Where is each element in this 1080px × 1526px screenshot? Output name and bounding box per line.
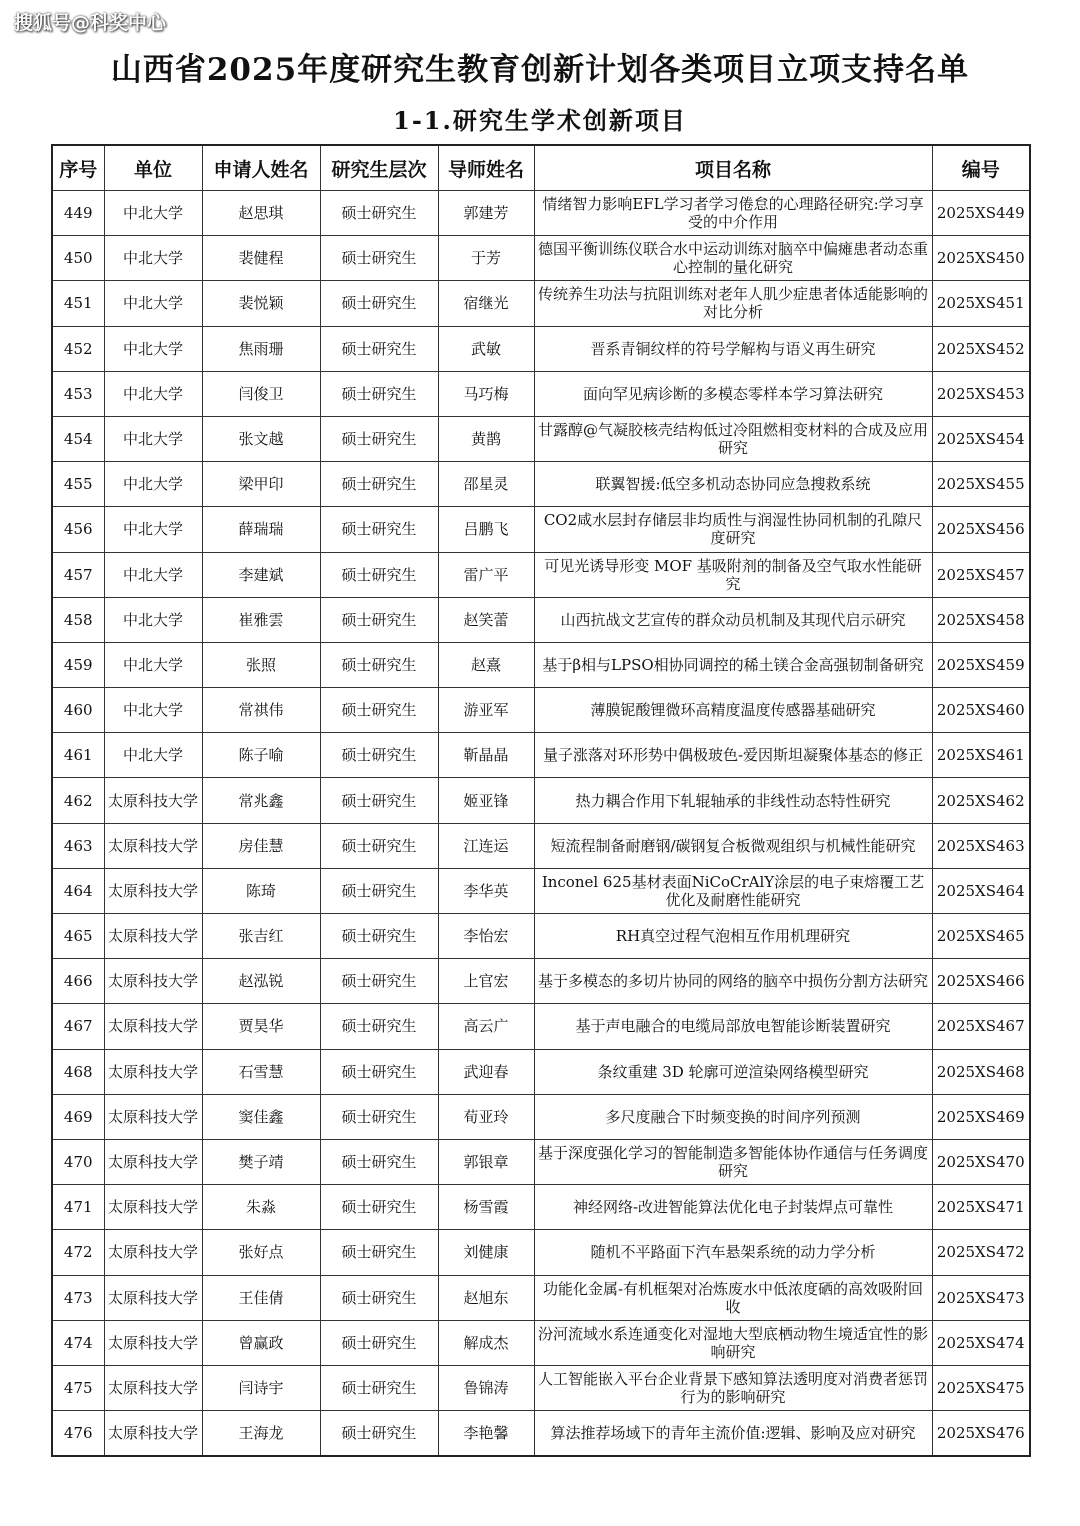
cell-code: 2025XS466 — [932, 959, 1030, 1004]
cell-index: 452 — [52, 326, 104, 371]
cell-index: 465 — [52, 914, 104, 959]
cell-index: 453 — [52, 371, 104, 416]
cell-project: 热力耦合作用下轧辊轴承的非线性动态特性研究 — [534, 778, 932, 823]
cell-project: 情绪智力影响EFL学习者学习倦怠的心理路径研究:学习享受的中介作用 — [534, 191, 932, 236]
cell-level: 硕士研究生 — [320, 733, 438, 778]
cell-applicant: 王佳倩 — [202, 1275, 320, 1320]
cell-level: 硕士研究生 — [320, 1004, 438, 1049]
cell-advisor: 荀亚玲 — [438, 1094, 534, 1139]
cell-unit: 中北大学 — [104, 642, 202, 687]
cell-level: 硕士研究生 — [320, 507, 438, 552]
cell-advisor: 姬亚锋 — [438, 778, 534, 823]
cell-project: 算法推荐场域下的青年主流价值:逻辑、影响及应对研究 — [534, 1411, 932, 1457]
cell-project: 晋系青铜纹样的符号学解构与语义再生研究 — [534, 326, 932, 371]
cell-level: 硕士研究生 — [320, 552, 438, 597]
cell-level: 硕士研究生 — [320, 868, 438, 913]
cell-project: Inconel 625基材表面NiCoCrAlY涂层的电子束熔覆工艺优化及耐磨性能研究 — [534, 868, 932, 913]
cell-advisor: 上官宏 — [438, 959, 534, 1004]
cell-index: 471 — [52, 1185, 104, 1230]
cell-project: 薄膜铌酸锂微环高精度温度传感器基础研究 — [534, 688, 932, 733]
cell-index: 474 — [52, 1320, 104, 1365]
cell-level: 硕士研究生 — [320, 959, 438, 1004]
cell-project: 面向罕见病诊断的多模态零样本学习算法研究 — [534, 371, 932, 416]
cell-index: 450 — [52, 236, 104, 281]
table-row — [52, 733, 1030, 778]
cell-advisor: 靳晶晶 — [438, 733, 534, 778]
cell-level: 硕士研究生 — [320, 1139, 438, 1184]
cell-project: 短流程制备耐磨钢/碳钢复合板微观组织与机械性能研究 — [534, 823, 932, 868]
cell-applicant: 张好点 — [202, 1230, 320, 1275]
cell-project: 基于深度强化学习的智能制造多智能体协作通信与任务调度研究 — [534, 1139, 932, 1184]
cell-applicant: 陈琦 — [202, 868, 320, 913]
cell-applicant: 陈子喻 — [202, 733, 320, 778]
cell-code: 2025XS471 — [932, 1185, 1030, 1230]
cell-advisor: 雷广平 — [438, 552, 534, 597]
table-row — [52, 371, 1030, 416]
cell-advisor: 李怡宏 — [438, 914, 534, 959]
header-advisor: 导师姓名 — [438, 145, 534, 191]
table-row — [52, 1049, 1030, 1094]
cell-code: 2025XS469 — [932, 1094, 1030, 1139]
cell-unit: 中北大学 — [104, 462, 202, 507]
header-applicant: 申请人姓名 — [202, 145, 320, 191]
cell-code: 2025XS455 — [932, 462, 1030, 507]
cell-code: 2025XS456 — [932, 507, 1030, 552]
table-row — [52, 191, 1030, 236]
cell-index: 458 — [52, 597, 104, 642]
cell-code: 2025XS474 — [932, 1320, 1030, 1365]
cell-code: 2025XS470 — [932, 1139, 1030, 1184]
cell-code: 2025XS457 — [932, 552, 1030, 597]
cell-unit: 中北大学 — [104, 552, 202, 597]
cell-unit: 中北大学 — [104, 236, 202, 281]
cell-applicant: 张吉红 — [202, 914, 320, 959]
cell-index: 468 — [52, 1049, 104, 1094]
cell-applicant: 崔雅雲 — [202, 597, 320, 642]
cell-level: 硕士研究生 — [320, 1230, 438, 1275]
page-title: 山西省2025年度研究生教育创新计划各类项目立项支持名单 — [110, 52, 970, 88]
cell-project: 德国平衡训练仪联合水中运动训练对脑卒中偏瘫患者动态重心控制的量化研究 — [534, 236, 932, 281]
table-row — [52, 236, 1030, 281]
header-index: 序号 — [52, 145, 104, 191]
cell-index: 457 — [52, 552, 104, 597]
cell-advisor: 赵笑蕾 — [438, 597, 534, 642]
cell-index: 460 — [52, 688, 104, 733]
cell-advisor: 江连运 — [438, 823, 534, 868]
cell-unit: 太原科技大学 — [104, 1320, 202, 1365]
cell-project: 联翼智援:低空多机动态协同应急搜救系统 — [534, 462, 932, 507]
cell-code: 2025XS462 — [932, 778, 1030, 823]
cell-index: 459 — [52, 642, 104, 687]
cell-project: 量子涨落对环形势中偶极玻色-爱因斯坦凝聚体基态的修正 — [534, 733, 932, 778]
table-row — [52, 642, 1030, 687]
cell-project: 甘露醇@气凝胶核壳结构低过冷阻燃相变材料的合成及应用研究 — [534, 416, 932, 461]
cell-code: 2025XS452 — [932, 326, 1030, 371]
cell-applicant: 闫俊卫 — [202, 371, 320, 416]
cell-advisor: 宿继光 — [438, 281, 534, 326]
cell-advisor: 于芳 — [438, 236, 534, 281]
cell-level: 硕士研究生 — [320, 191, 438, 236]
cell-project: 神经网络-改进智能算法优化电子封装焊点可靠性 — [534, 1185, 932, 1230]
cell-level: 硕士研究生 — [320, 597, 438, 642]
cell-applicant: 常祺伟 — [202, 688, 320, 733]
cell-project: 基于多模态的多切片协同的网络的脑卒中损伤分割方法研究 — [534, 959, 932, 1004]
table-row — [52, 959, 1030, 1004]
table-row — [52, 597, 1030, 642]
cell-unit: 太原科技大学 — [104, 1275, 202, 1320]
cell-code: 2025XS463 — [932, 823, 1030, 868]
cell-index: 451 — [52, 281, 104, 326]
cell-applicant: 房佳慧 — [202, 823, 320, 868]
cell-code: 2025XS459 — [932, 642, 1030, 687]
cell-applicant: 贾昊华 — [202, 1004, 320, 1049]
cell-level: 硕士研究生 — [320, 1049, 438, 1094]
cell-applicant: 窦佳鑫 — [202, 1094, 320, 1139]
cell-code: 2025XS458 — [932, 597, 1030, 642]
cell-project: 传统养生功法与抗阻训练对老年人肌少症患者体适能影响的对比分析 — [534, 281, 932, 326]
cell-index: 461 — [52, 733, 104, 778]
cell-unit: 中北大学 — [104, 507, 202, 552]
cell-index: 473 — [52, 1275, 104, 1320]
cell-unit: 中北大学 — [104, 326, 202, 371]
cell-unit: 太原科技大学 — [104, 1004, 202, 1049]
table-row — [52, 326, 1030, 371]
cell-advisor: 武敏 — [438, 326, 534, 371]
table-row — [52, 1275, 1030, 1320]
cell-applicant: 张文越 — [202, 416, 320, 461]
cell-advisor: 赵旭东 — [438, 1275, 534, 1320]
cell-index: 464 — [52, 868, 104, 913]
header-level: 研究生层次 — [320, 145, 438, 191]
table-body — [52, 191, 1030, 1457]
cell-index: 475 — [52, 1365, 104, 1410]
cell-code: 2025XS450 — [932, 236, 1030, 281]
header-unit: 单位 — [104, 145, 202, 191]
cell-index: 454 — [52, 416, 104, 461]
table-row — [52, 281, 1030, 326]
cell-applicant: 赵泓锐 — [202, 959, 320, 1004]
cell-level: 硕士研究生 — [320, 688, 438, 733]
cell-project: RH真空过程气泡相互作用机理研究 — [534, 914, 932, 959]
cell-level: 硕士研究生 — [320, 1365, 438, 1410]
table-row — [52, 1094, 1030, 1139]
cell-level: 硕士研究生 — [320, 236, 438, 281]
cell-applicant: 常兆鑫 — [202, 778, 320, 823]
cell-advisor: 高云广 — [438, 1004, 534, 1049]
cell-applicant: 裴悦颖 — [202, 281, 320, 326]
table-row — [52, 1320, 1030, 1365]
cell-unit: 太原科技大学 — [104, 959, 202, 1004]
cell-level: 硕士研究生 — [320, 371, 438, 416]
cell-project: 随机不平路面下汽车悬架系统的动力学分析 — [534, 1230, 932, 1275]
table-row — [52, 688, 1030, 733]
cell-unit: 太原科技大学 — [104, 868, 202, 913]
cell-index: 449 — [52, 191, 104, 236]
cell-project: 功能化金属-有机框架对冶炼废水中低浓度硒的高效吸附回收 — [534, 1275, 932, 1320]
cell-level: 硕士研究生 — [320, 462, 438, 507]
cell-unit: 太原科技大学 — [104, 1185, 202, 1230]
cell-project: 人工智能嵌入平台企业背景下感知算法透明度对消费者惩罚行为的影响研究 — [534, 1365, 932, 1410]
cell-unit: 中北大学 — [104, 191, 202, 236]
cell-level: 硕士研究生 — [320, 914, 438, 959]
cell-level: 硕士研究生 — [320, 823, 438, 868]
cell-index: 470 — [52, 1139, 104, 1184]
page-subtitle: 1-1.研究生学术创新项目 — [393, 106, 687, 135]
cell-level: 硕士研究生 — [320, 416, 438, 461]
table-row — [52, 552, 1030, 597]
cell-unit: 太原科技大学 — [104, 1411, 202, 1457]
cell-code: 2025XS467 — [932, 1004, 1030, 1049]
cell-code: 2025XS472 — [932, 1230, 1030, 1275]
cell-code: 2025XS476 — [932, 1411, 1030, 1457]
table-row — [52, 823, 1030, 868]
cell-applicant: 焦雨珊 — [202, 326, 320, 371]
cell-index: 466 — [52, 959, 104, 1004]
cell-advisor: 马巧梅 — [438, 371, 534, 416]
cell-index: 476 — [52, 1411, 104, 1457]
table-row — [52, 914, 1030, 959]
cell-project: 基于β相与LPSO相协同调控的稀土镁合金高强韧制备研究 — [534, 642, 932, 687]
cell-applicant: 薛瑞瑞 — [202, 507, 320, 552]
cell-level: 硕士研究生 — [320, 778, 438, 823]
cell-level: 硕士研究生 — [320, 1185, 438, 1230]
cell-applicant: 石雪慧 — [202, 1049, 320, 1094]
cell-code: 2025XS453 — [932, 371, 1030, 416]
cell-project: 条纹重建 3D 轮廓可逆渲染网络模型研究 — [534, 1049, 932, 1094]
table-row — [52, 868, 1030, 913]
table-row — [52, 1185, 1030, 1230]
cell-advisor: 武迎春 — [438, 1049, 534, 1094]
cell-index: 456 — [52, 507, 104, 552]
cell-applicant: 梁甲印 — [202, 462, 320, 507]
table-row — [52, 416, 1030, 461]
cell-advisor: 刘健康 — [438, 1230, 534, 1275]
table-row — [52, 1230, 1030, 1275]
cell-index: 463 — [52, 823, 104, 868]
cell-code: 2025XS473 — [932, 1275, 1030, 1320]
cell-index: 462 — [52, 778, 104, 823]
cell-level: 硕士研究生 — [320, 281, 438, 326]
cell-index: 467 — [52, 1004, 104, 1049]
table-row — [52, 1004, 1030, 1049]
cell-unit: 中北大学 — [104, 416, 202, 461]
header-code: 编号 — [932, 145, 1030, 191]
table-row — [52, 1365, 1030, 1410]
cell-unit: 太原科技大学 — [104, 1094, 202, 1139]
cell-applicant: 赵思琪 — [202, 191, 320, 236]
watermark: 搜狐号@科奖中心 — [14, 12, 167, 34]
cell-unit: 中北大学 — [104, 371, 202, 416]
cell-applicant: 朱淼 — [202, 1185, 320, 1230]
header-project: 项目名称 — [534, 145, 932, 191]
table-row — [52, 462, 1030, 507]
cell-unit: 太原科技大学 — [104, 1230, 202, 1275]
cell-project: 基于声电融合的电缆局部放电智能诊断装置研究 — [534, 1004, 932, 1049]
cell-level: 硕士研究生 — [320, 1320, 438, 1365]
cell-unit: 太原科技大学 — [104, 1049, 202, 1094]
header-row — [52, 145, 1030, 191]
cell-unit: 中北大学 — [104, 597, 202, 642]
table-row — [52, 507, 1030, 552]
cell-advisor: 黄鹊 — [438, 416, 534, 461]
cell-unit: 太原科技大学 — [104, 823, 202, 868]
cell-code: 2025XS465 — [932, 914, 1030, 959]
cell-code: 2025XS449 — [932, 191, 1030, 236]
cell-project: 山西抗战文艺宣传的群众动员机制及其现代启示研究 — [534, 597, 932, 642]
cell-applicant: 李建斌 — [202, 552, 320, 597]
cell-project: 可见光诱导形变 MOF 基吸附剂的制备及空气取水性能研究 — [534, 552, 932, 597]
cell-applicant: 裴健程 — [202, 236, 320, 281]
cell-advisor: 郭银章 — [438, 1139, 534, 1184]
cell-advisor: 赵熹 — [438, 642, 534, 687]
cell-index: 472 — [52, 1230, 104, 1275]
cell-advisor: 李艳馨 — [438, 1411, 534, 1457]
project-table — [51, 144, 1031, 1457]
cell-code: 2025XS468 — [932, 1049, 1030, 1094]
cell-unit: 中北大学 — [104, 688, 202, 733]
cell-applicant: 樊子靖 — [202, 1139, 320, 1184]
cell-advisor: 游亚军 — [438, 688, 534, 733]
cell-project: 多尺度融合下时频变换的时间序列预测 — [534, 1094, 932, 1139]
cell-unit: 太原科技大学 — [104, 1139, 202, 1184]
cell-project: 汾河流域水系连通变化对湿地大型底栖动物生境适宜性的影响研究 — [534, 1320, 932, 1365]
table-row — [52, 778, 1030, 823]
cell-level: 硕士研究生 — [320, 1094, 438, 1139]
cell-advisor: 邵星灵 — [438, 462, 534, 507]
cell-code: 2025XS451 — [932, 281, 1030, 326]
cell-index: 469 — [52, 1094, 104, 1139]
table-row — [52, 1139, 1030, 1184]
cell-unit: 太原科技大学 — [104, 914, 202, 959]
cell-level: 硕士研究生 — [320, 642, 438, 687]
cell-unit: 太原科技大学 — [104, 1365, 202, 1410]
cell-level: 硕士研究生 — [320, 1411, 438, 1457]
cell-advisor: 鲁锦涛 — [438, 1365, 534, 1410]
cell-applicant: 闫诗宇 — [202, 1365, 320, 1410]
cell-code: 2025XS454 — [932, 416, 1030, 461]
cell-code: 2025XS464 — [932, 868, 1030, 913]
cell-advisor: 李华英 — [438, 868, 534, 913]
cell-level: 硕士研究生 — [320, 1275, 438, 1320]
cell-project: CO2咸水层封存储层非均质性与润湿性协同机制的孔隙尺度研究 — [534, 507, 932, 552]
cell-code: 2025XS475 — [932, 1365, 1030, 1410]
cell-unit: 中北大学 — [104, 281, 202, 326]
cell-applicant: 曾赢政 — [202, 1320, 320, 1365]
cell-unit: 太原科技大学 — [104, 778, 202, 823]
cell-advisor: 解成杰 — [438, 1320, 534, 1365]
cell-code: 2025XS460 — [932, 688, 1030, 733]
cell-code: 2025XS461 — [932, 733, 1030, 778]
cell-advisor: 郭建芳 — [438, 191, 534, 236]
cell-index: 455 — [52, 462, 104, 507]
cell-applicant: 张照 — [202, 642, 320, 687]
cell-unit: 中北大学 — [104, 733, 202, 778]
cell-applicant: 王海龙 — [202, 1411, 320, 1457]
cell-advisor: 杨雪霞 — [438, 1185, 534, 1230]
table-row — [52, 1411, 1030, 1457]
cell-advisor: 吕鹏飞 — [438, 507, 534, 552]
cell-level: 硕士研究生 — [320, 326, 438, 371]
